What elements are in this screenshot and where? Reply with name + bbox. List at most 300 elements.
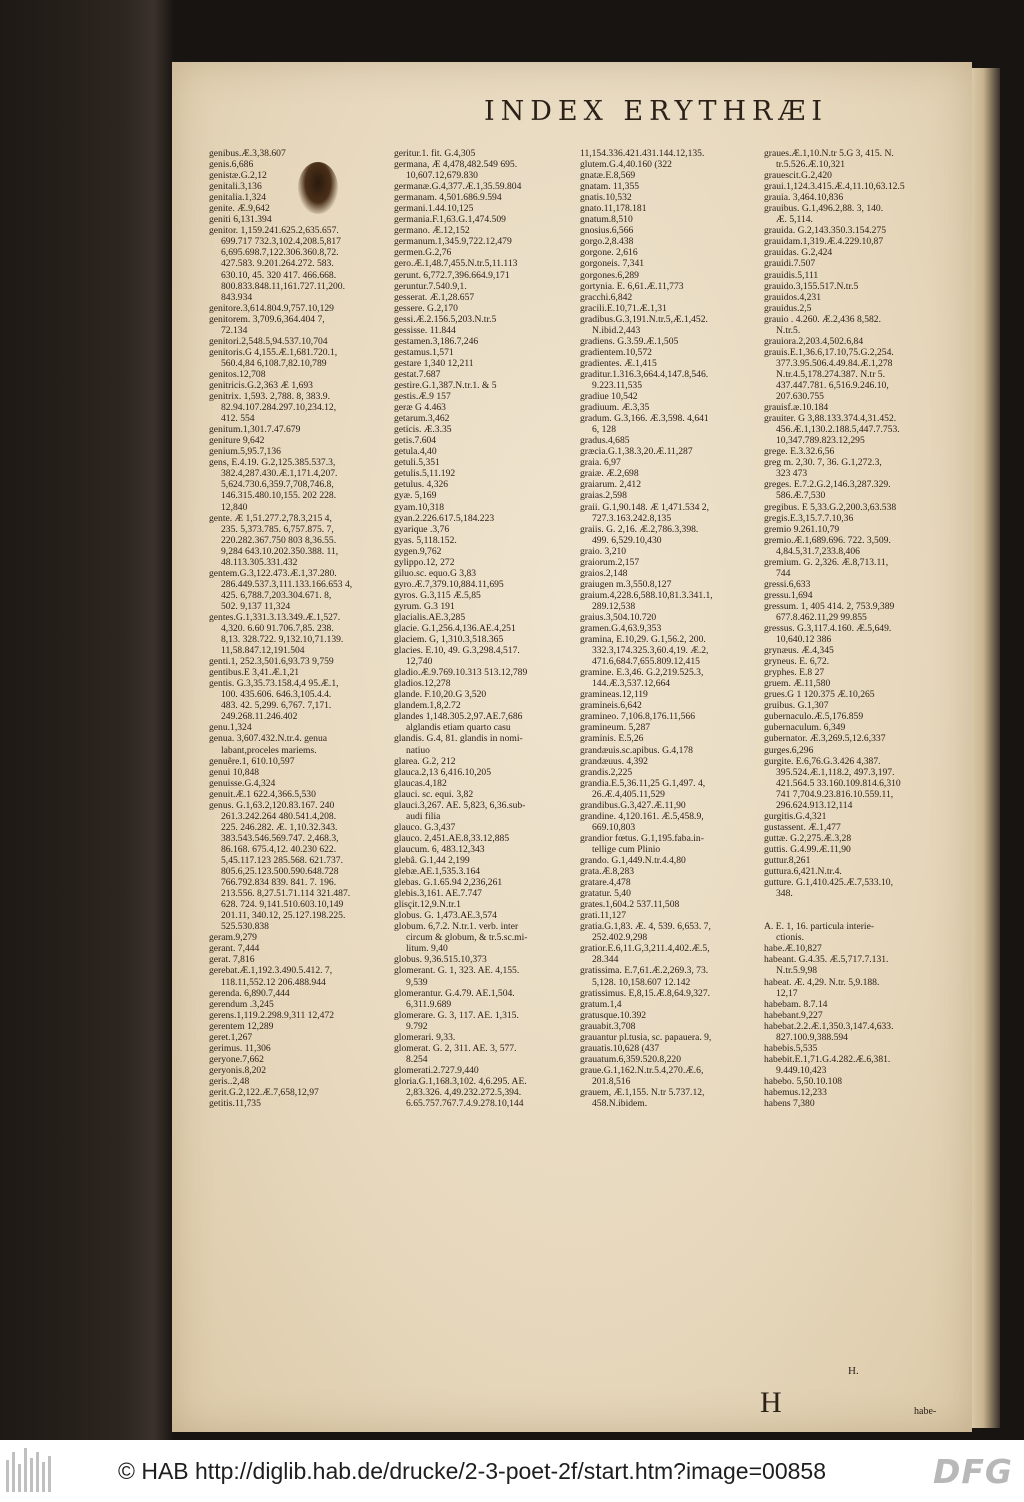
- index-entry: gorgoneis. 7,341: [580, 258, 645, 270]
- index-entry: gyam.10,318: [394, 501, 445, 513]
- index-entry: gentem.G.3,122.473.Æ.1,37.280.: [209, 567, 337, 579]
- index-column-1: [209, 148, 409, 1109]
- index-continuation: 805.6,25.123.500.590.648.728: [221, 866, 339, 878]
- index-entry: gramen.G.4,63.9,353: [580, 623, 662, 635]
- index-entry: grando. G.1,449.N.tr.4.4,80: [580, 855, 686, 866]
- index-entry: getulis.5,11.192: [394, 468, 456, 480]
- index-entry: getarum.3,462: [394, 413, 450, 425]
- index-entry: glauco. 2,451.AE.8,33.12,885: [394, 832, 510, 844]
- index-entry: glaucas.4,182: [394, 777, 447, 789]
- index-entry: geret.1,267: [209, 1031, 253, 1043]
- index-entry: grates.1,604.2 537.11,508: [580, 899, 680, 911]
- index-continuation: 6.65.757.767.7.4.9.278.10,144: [406, 1098, 524, 1110]
- index-entry: grandibus.G.3,427.Æ.11,90: [580, 799, 686, 811]
- index-continuation: 6,695.698.7,122.306.360.8,72.: [221, 247, 339, 259]
- index-entry: genibus.Æ.3,38.607: [209, 148, 286, 159]
- index-entry: gramineas.12,119: [580, 689, 648, 701]
- index-entry: glandem.1,8,2.72: [394, 700, 461, 712]
- index-entry: grauidas. G.2,424: [764, 247, 833, 259]
- index-entry: graiorum.2,157: [580, 556, 640, 568]
- index-entry: grauiora.2,203.4,502.6,84: [764, 335, 864, 347]
- index-entry: habebit.E.1,71.G.4.282.Æ.6,381.: [764, 1053, 891, 1065]
- index-continuation: 86.168. 675.4,12. 40.230 622.: [221, 843, 337, 855]
- index-entry: glutem.G.4,40.160 (322: [580, 159, 672, 171]
- index-entry: grynæus. Æ.4,345: [764, 645, 834, 657]
- index-entry: gens, E.4.19. G.2,125.385.537.3,: [209, 457, 336, 469]
- index-continuation: 744: [776, 567, 791, 579]
- index-entry: graui.1,124.3.415.Æ.4,11.10,63.12.5: [764, 181, 905, 193]
- index-continuation: 741 7,704.9.23.816.10.559.11,: [776, 788, 894, 800]
- index-entry: gremio 9.261.10,79: [764, 523, 840, 535]
- index-entry: grauido.3,155.517.N.tr.5: [764, 280, 859, 292]
- index-entry: gnatam. 11,355: [580, 181, 640, 193]
- index-entry: graminis. E.5,26: [580, 733, 644, 745]
- index-entry: genitricis.G.2,363 Æ 1,693: [209, 379, 313, 391]
- index-continuation: 669.10,803: [592, 821, 636, 833]
- index-entry: gracili.E.10,71.Æ.1,31: [580, 302, 667, 314]
- index-entry: genium.5,95.7,136: [209, 446, 281, 458]
- index-entry: gratia.G.1,83. Æ. 4, 539. 6,653. 7,: [580, 921, 711, 933]
- index-continuation: 471.6,684.7,655.809.12,415: [592, 656, 700, 668]
- index-continuation: labant,proceles mariems.: [221, 744, 317, 756]
- index-entry: greges. E.7.2.G.2,146.3,287.329.: [764, 479, 891, 491]
- index-continuation: 483. 42. 5,299. 6,767. 7,171.: [221, 700, 332, 712]
- index-entry: gestare 1,340 12,211: [394, 357, 474, 369]
- index-entry: gramine. E.3,46. G.2,219.525.3,: [580, 667, 704, 679]
- index-entry: glomerari. 9,33.: [394, 1031, 456, 1043]
- index-entry: graiarum. 2,412: [580, 479, 642, 491]
- index-entry: gracchi.6,842: [580, 291, 633, 303]
- index-continuation: N.tr.4.5,178.274.387. N.tr 5.: [776, 368, 885, 380]
- index-entry: geritur.1. fit. G.4,305: [394, 148, 476, 159]
- index-entry: guttæ. G.2,275.Æ.3,28: [764, 832, 852, 844]
- index-continuation: 323 473: [776, 468, 808, 480]
- dfg-logo: DFG: [933, 1452, 1014, 1491]
- index-entry: habemus.12,233: [764, 1086, 827, 1098]
- index-entry: germanæ.G.4,377.Æ.1,35.59.804: [394, 181, 522, 193]
- index-continuation: 10,640.12 386: [776, 634, 832, 646]
- index-entry: genitrix. 1,593. 2,788. 8, 383.9.: [209, 391, 330, 403]
- index-entry: grauidi.7.507: [764, 258, 816, 270]
- index-continuation: 412. 554: [221, 413, 255, 425]
- index-entry: genus. G.1,63.2,120.83.167. 240: [209, 799, 335, 811]
- index-entry: globum. 6,7.2. N.tr.1. verb. inter: [394, 921, 519, 933]
- index-entry: grandæuus. 4,392: [580, 755, 648, 767]
- index-entry: grauio . 4.260. Æ.2,436 8,582.: [764, 313, 881, 325]
- index-entry: habebis.5,535: [764, 1042, 818, 1054]
- index-entry: gnatæ.E.8,569: [580, 170, 636, 182]
- index-continuation: alglandis etiam quarto casu: [406, 722, 511, 734]
- index-continuation: N.ibid.2,443: [592, 324, 641, 336]
- index-entry: gestis.Æ.9 157: [394, 391, 451, 403]
- index-entry: giluo.sc. equo.G 3,83: [394, 567, 477, 579]
- index-entry: gente. Æ 1,51.277.2,78.3,215 4,: [209, 512, 332, 524]
- index-entry: grauibus. G.1,496.2,88. 3, 140.: [764, 203, 884, 215]
- index-continuation: 499. 6,529.10,430: [592, 534, 662, 546]
- index-entry: gestire.G.1,387.N.tr.1. & 5: [394, 379, 497, 391]
- index-entry: genistæ.G.2,12: [209, 170, 267, 182]
- index-continuation: 377.3.95.506.4.49.84.Æ.1,278: [776, 357, 893, 369]
- index-entry: glacies. E.10, 49. G.3,298.4,517.: [394, 645, 520, 657]
- index-entry: genui 10,848: [209, 766, 260, 778]
- index-entry: gressu.1,694: [764, 589, 813, 601]
- index-entry: graius.3,504.10.720: [580, 611, 657, 623]
- index-entry: grandine. 4,120.161. Æ.5,458.9,: [580, 810, 704, 822]
- index-entry: gerit.G.2,122.Æ.7,658,12,97: [209, 1086, 319, 1098]
- index-entry: geryonis.8,202: [209, 1064, 267, 1076]
- index-entry: grandis.2,225: [580, 766, 633, 778]
- index-entry: germano. Æ.12,152: [394, 225, 470, 237]
- index-entry: gyro.Æ.7,379.10,884.11,695: [394, 578, 504, 590]
- index-entry: gustassent. Æ.1,477: [764, 821, 841, 833]
- book-page: [172, 62, 972, 1432]
- index-continuation: 525.530.838: [221, 921, 269, 933]
- index-entry: gentis. G.3,35.73.158.4,4 95.Æ.1,: [209, 678, 339, 690]
- index-entry: grauabit.3,708: [580, 1020, 636, 1032]
- index-entry: glaciem. G, 1,310.3,518.365: [394, 634, 504, 646]
- index-entry: glebas. G.1.65.94 2,236,261: [394, 877, 503, 889]
- index-entry: gestat.7.687: [394, 368, 441, 380]
- index-continuation: 628. 724. 9,141.510.603.10,149: [221, 899, 344, 911]
- index-entry: habeant. G.4.35. Æ.5,717.7.131.: [764, 954, 889, 966]
- index-entry: gnatum.8,510: [580, 214, 633, 226]
- index-entry: gradiuum. Æ.3,35: [580, 402, 650, 414]
- index-continuation: 456.Æ.1,130.2.188.5,447.7.753.: [776, 424, 900, 436]
- index-entry: grandia.E.5,36.11,25 G.1,497. 4,: [580, 777, 706, 789]
- index-entry: graue.G.1,162.N.tr.5.4,270.Æ.6,: [580, 1064, 704, 1076]
- index-entry: graium.4,228.6,588.10,81.3.341.1,: [580, 589, 713, 601]
- index-continuation: 348.: [776, 888, 793, 900]
- index-entry: graios.2,148: [580, 567, 628, 579]
- index-continuation: 5,128. 10,158.607 12.142: [592, 976, 691, 988]
- index-entry: graio. 3,210: [580, 545, 627, 557]
- index-entry: globus. 9,36.515.10,373: [394, 954, 487, 966]
- page-title: INDEX ERYTHRÆI: [483, 96, 829, 127]
- index-entry: globus. G. 1,473.AE.3,574: [394, 910, 497, 922]
- index-continuation: 727.3.163.242.8,135: [592, 512, 672, 524]
- index-entry: genuit.Æ.1 622.4,366.5,530: [209, 788, 316, 800]
- index-entry: glebis.3,161. AE.7.747: [394, 888, 482, 900]
- index-continuation: 9,539: [406, 976, 428, 988]
- index-continuation: 207.630.755: [776, 391, 824, 403]
- index-entry: getuli.5,351: [394, 457, 440, 469]
- index-continuation: 286.449.537.3,111.133.166.653 4,: [221, 578, 353, 590]
- index-continuation: 261.3.242.264 480.541.4,208.: [221, 810, 337, 822]
- index-entry: gruibus. G.1,307: [764, 700, 829, 712]
- index-entry: graiæ. Æ.2,698: [580, 468, 639, 480]
- index-entry: glisçit.12,9.N.tr.1: [394, 899, 461, 911]
- index-continuation: 146.315.480.10,155. 202 228.: [221, 490, 337, 502]
- hab-barcode-icon: [6, 1448, 52, 1492]
- index-entry: gnato.11,178.181: [580, 203, 647, 215]
- index-entry: gerebat.Æ.1,192.3.490.5.412. 7,: [209, 965, 333, 977]
- index-continuation: 249.268.11.246.402: [221, 711, 298, 723]
- index-entry: gressum. 1, 405 414. 2, 753.9,389: [764, 600, 895, 612]
- index-continuation: litum. 9,40: [406, 943, 448, 955]
- index-continuation: 425. 6,788.7,203.304.671. 8,: [221, 589, 332, 601]
- index-entry: gerenda. 6,890.7,444: [209, 987, 290, 999]
- index-entry: gorgo.2,8.438: [580, 236, 634, 248]
- index-entry: gessi.Æ.2.156.5,203.N.tr.5: [394, 313, 497, 325]
- index-entry: glauco. G.3,437: [394, 821, 456, 833]
- index-entry: gyas. 5,118.152.: [394, 534, 457, 546]
- index-entry: glomerare. G. 3, 117. AE. 1,315.: [394, 1009, 519, 1021]
- index-entry: glandis. G.4, 81. glandis in nomi-: [394, 733, 523, 745]
- index-entry: gyarique .3,76: [394, 523, 450, 535]
- index-entry: gregibus. E 5,33.G.2,200.3,63.538: [764, 501, 897, 513]
- index-continuation: 458.N.ibidem.: [592, 1098, 648, 1110]
- index-entry: geryone.7,662: [209, 1053, 264, 1065]
- index-entry: gratum.1,4: [580, 998, 622, 1010]
- index-continuation: natiuo: [406, 744, 430, 756]
- index-entry: græcia.G.1,38.3,20.Æ.11,287: [580, 446, 693, 458]
- index-entry: gurges.6,296: [764, 744, 814, 756]
- index-entry: gortynia. E. 6,61.Æ.11,773: [580, 280, 684, 292]
- index-continuation: 382.4,287.430.Æ.1,171.4,207.: [221, 468, 338, 480]
- page-edge: [972, 68, 1000, 1428]
- index-entry: geræ G 4.463: [394, 402, 446, 414]
- index-entry: getitis.11,735: [209, 1098, 261, 1110]
- index-entry: gratior.E.6,11.G,3,211.4,402.Æ.5,: [580, 943, 710, 955]
- index-continuation: N.tr.5.9,98: [776, 965, 818, 977]
- index-continuation: 699.717 732.3,102.4,208.5,817: [221, 236, 341, 248]
- index-entry: glauca.2,13 6,416.10,205: [394, 766, 491, 778]
- index-entry: gyæ. 5,169: [394, 490, 437, 502]
- index-continuation: 11,58.847.12,191.504: [221, 645, 305, 657]
- index-continuation: 144.Æ.3,537.12,664: [592, 678, 671, 690]
- index-entry: gubernaculum. 6,349: [764, 722, 846, 734]
- index-entry: getula.4,40: [394, 446, 437, 458]
- index-entry: gyrum. G.3 191: [394, 600, 455, 612]
- index-continuation: 427.583. 9.201.264.272. 583.: [221, 258, 334, 270]
- index-continuation: 395.524.Æ.1,118.2, 497.3,197.: [776, 766, 895, 778]
- index-continuation: 6, 128: [592, 424, 616, 436]
- index-entry: gradibus.G.3,191.N.tr.5,Æ.1,452.: [580, 313, 708, 325]
- index-entry: gramina, E.10,29. G.1,56.2, 200.: [580, 634, 706, 646]
- index-entry: geticis. Æ.3.35: [394, 424, 452, 436]
- index-entry: genitali.3,136: [209, 181, 262, 193]
- index-entry: grauidos.4,231: [764, 291, 822, 303]
- index-continuation: 9.223.11,535: [592, 379, 643, 391]
- index-entry: gylippo.12, 272: [394, 556, 455, 568]
- index-entry: gubernator. Æ.3,269.5,12.6,337: [764, 733, 886, 745]
- index-entry: genuêre.1, 610.10,597: [209, 755, 295, 767]
- index-entry: genitori.2,548.5,94.537.10,704: [209, 335, 328, 347]
- index-entry: genitoris.G 4,155.Æ.1,681.720.1,: [209, 346, 338, 358]
- index-continuation: 235. 5,373.785. 6,757.875. 7,: [221, 523, 334, 535]
- index-continuation: 9.449.10,423: [776, 1064, 827, 1076]
- index-entry: grauida. G.2,143.350.3.154.275: [764, 225, 887, 237]
- index-entry: germania.F.1,63.G.1,474.509: [394, 214, 506, 226]
- index-entry: glandes 1,148.305.2,97.AE.7,686: [394, 711, 523, 723]
- index-entry: genitorem. 3,709.6,364.404 7,: [209, 313, 325, 325]
- index-entry: gradus.4,685: [580, 435, 630, 447]
- index-entry: gressus. G.3,117.4.160. Æ.5,649.: [764, 623, 892, 635]
- index-continuation: circum & globum, & tr.5.sc.mi-: [406, 932, 528, 944]
- index-entry: gerimus. 11,306: [209, 1042, 271, 1054]
- index-continuation: tr.5.526.Æ.10,321: [776, 159, 846, 171]
- index-entry: gradiue 10,542: [580, 391, 638, 403]
- index-continuation: 213.556. 8,27.51.71.114 321.487.: [221, 888, 351, 900]
- drop-cap: H: [760, 1386, 782, 1419]
- index-entry: grauescit.G.2,420: [764, 170, 832, 182]
- index-entry: gladios.12,278: [394, 678, 451, 690]
- index-continuation: 225. 246.282. Æ. 1,10.32.343.: [221, 821, 338, 833]
- index-continuation: 560.4,84 6,108.7,82.10,789: [221, 357, 327, 369]
- index-entry: getulus. 4,326: [394, 479, 449, 491]
- index-column-4: [764, 148, 960, 1109]
- index-entry: germani.1.44.10,125: [394, 203, 474, 215]
- index-entry: habeat. Æ. 4,29. N.tr. 5,9.188.: [764, 976, 880, 988]
- index-continuation: 843.934: [221, 291, 253, 303]
- index-entry: genitos.12,708: [209, 368, 266, 380]
- index-entry: gnatis.10,532: [580, 192, 632, 204]
- index-entry: glebæ.AE.1,535.3.164: [394, 866, 481, 878]
- index-entry: graues.Æ.1,10.N.tr 5.G 3, 415. N.: [764, 148, 894, 159]
- index-entry: grauis.E.1,36.6,17.10,75.G.2,254.: [764, 346, 894, 358]
- index-entry: [764, 910, 960, 921]
- index-continuation: tellige cum Plinio: [592, 843, 661, 855]
- index-entry: gentibus.E 3,41.Æ.1,21: [209, 667, 300, 679]
- index-entry: glauci. sc. equi. 3,82: [394, 788, 474, 800]
- index-entry: grauantur pl.tusia, sc. papauera. 9,: [580, 1031, 712, 1043]
- index-entry: gurgitis.G.4,321: [764, 810, 827, 822]
- index-continuation: 9,284 643.10.202.350.388. 11,: [221, 545, 339, 557]
- index-entry: gregis.E.3,15.7.7.10,36: [764, 512, 854, 524]
- index-entry: [764, 899, 960, 910]
- index-continuation: 12,17: [776, 987, 798, 999]
- index-continuation: 220.282.367.750 803 8,36.55.: [221, 534, 337, 546]
- index-entry: gratissimus. E,8,15.Æ.8,64.9,327.: [580, 987, 711, 999]
- index-entry: glande. F.10,20.G 3,520: [394, 689, 487, 701]
- index-entry: A. E. 1, 16. particula interie-: [764, 921, 875, 933]
- index-entry: germanum.1,345.9,722.12,479: [394, 236, 512, 248]
- index-entry: geris..2,48: [209, 1075, 250, 1087]
- index-entry: grati.11,127: [580, 910, 627, 922]
- index-entry: glomerantur. G.4.79. AE.1,504.: [394, 987, 515, 999]
- index-entry: gruem. Æ.11,580: [764, 678, 831, 690]
- index-entry: gratissima. E.7,61.Æ.2,269.3, 73.: [580, 965, 709, 977]
- index-continuation: 437.447.781. 6,516.9.246.10,: [776, 379, 889, 391]
- index-continuation: 800.833.848.11,161.727.11,200.: [221, 280, 346, 292]
- index-continuation: 4,320. 6.60 91.706.7,85. 238.: [221, 623, 334, 635]
- copyright-link[interactable]: © HAB http://diglib.hab.de/drucke/2-3-poet-2f/start.htm?image=00858: [118, 1458, 826, 1484]
- index-continuation: 630.10, 45. 320 417. 466.668.: [221, 269, 337, 281]
- index-continuation: 5,624.730.6,359.7,708,746.8,: [221, 479, 334, 491]
- index-entry: gnosius.6,566: [580, 225, 634, 237]
- index-continuation: 10,347.789.823.12,295: [776, 435, 865, 447]
- index-continuation: 26.Æ.4,405.11,529: [592, 788, 665, 800]
- index-entry: geniture 9,642: [209, 435, 265, 447]
- index-entry: habens 7,380: [764, 1098, 815, 1110]
- index-entry: gyan.2.226.617.5,184.223: [394, 512, 495, 524]
- index-entry: habebant.9,227: [764, 1009, 823, 1021]
- index-entry: gradientes. Æ.1,415: [580, 357, 657, 369]
- index-entry: gessisse. 11.844: [394, 324, 456, 336]
- index-continuation: 5,45.117.123 285.568. 621.737.: [221, 855, 343, 866]
- index-entry: grata.Æ.8,283: [580, 866, 635, 878]
- index-entry: habe.Æ.10,827: [764, 943, 822, 955]
- index-entry: gloria.G.1,168.3,102. 4,6.295. AE.: [394, 1075, 527, 1087]
- index-entry: genitalia.1,324: [209, 192, 267, 204]
- index-continuation: 201.11, 340.12, 25.127.198.225.: [221, 910, 346, 922]
- index-entry: genitor. 1,159.241.625.2,635.657.: [209, 225, 339, 237]
- index-continuation: 6,311.9.689: [406, 998, 452, 1010]
- index-entry: glebâ. G.1,44 2,199: [394, 855, 470, 866]
- index-entry: gradiens. G.3.59.Æ.1,505: [580, 335, 679, 347]
- index-entry: gestamen.3,186.7,246: [394, 335, 479, 347]
- index-continuation: Æ. 5,114.: [776, 214, 813, 226]
- index-entry: grauidis.5,111: [764, 269, 819, 281]
- index-entry: geniti 6,131.394: [209, 214, 272, 226]
- index-entry: gorgones.6,289: [580, 269, 639, 281]
- index-continuation: 332.3,174.325.3,60.4,19. Æ.2,: [592, 645, 709, 657]
- index-entry: gladio.Æ.9.769.10.313 513.12,789: [394, 667, 528, 679]
- index-continuation: 383.543.546.569.747. 2,468.3,: [221, 832, 339, 844]
- index-entry: geram.9,279: [209, 932, 257, 944]
- index-entry: guttura.6,421.N.tr.4.: [764, 866, 842, 878]
- index-continuation: 586.Æ.7,530: [776, 490, 826, 502]
- index-entry: habebo. 5,50.10.108: [764, 1075, 843, 1087]
- section-letter: H.: [848, 1365, 859, 1377]
- index-entry: gremium. G. 2,326. Æ.8,713.11,: [764, 556, 889, 568]
- index-entry: graiis. G. 2,16. Æ.2,786.3,398.: [580, 523, 699, 535]
- index-entry: gero.Æ.1,48.7,455.N.tr.5,11.113: [394, 258, 518, 270]
- index-entry: glomerati.2.727.9,440: [394, 1064, 479, 1076]
- index-continuation: 8.254: [406, 1053, 428, 1065]
- index-entry: grauidam.1,319.Æ.4.229.10,87: [764, 236, 884, 248]
- index-continuation: 421.564.5 33.160.109.814.6,310: [776, 777, 901, 789]
- index-entry: gradum. G.3,166. Æ.3,598. 4,641: [580, 413, 709, 425]
- index-continuation: 677.8.462.11,29 99.855: [776, 611, 867, 623]
- index-continuation: 118.11,552.12 206.488.944: [221, 976, 326, 988]
- index-entry: genitore.3,614.804.9,757.10,129: [209, 302, 334, 314]
- index-entry: grauia. 3,464.10,836: [764, 192, 844, 204]
- index-entry: gramineo. 7,106.8,176.11,566: [580, 711, 696, 723]
- index-entry: graditur.1.316.3,664.4,147.8,546.: [580, 368, 709, 380]
- index-continuation: 289.12,538: [592, 600, 636, 612]
- index-entry: guttis. G.4.99.Æ.11,90: [764, 843, 851, 855]
- index-entry: grauidus.2,5: [764, 302, 812, 314]
- index-entry: greg m. 2,30. 7, 36. G.1,272.3,: [764, 457, 882, 469]
- index-entry: gratare.4,478: [580, 877, 631, 889]
- footer-bar: [0, 1440, 1024, 1502]
- index-entry: grauem, Æ.1,155. N.tr 5.737.12,: [580, 1086, 705, 1098]
- index-entry: gurgite. E.6,76.G.3.426 4,387.: [764, 755, 881, 767]
- index-entry: habebam. 8.7.14: [764, 998, 828, 1010]
- index-entry: glauci.3,267. AE. 5,823, 6,36.sub-: [394, 799, 526, 811]
- index-entry: genitum.1,301.7.47.679: [209, 424, 301, 436]
- index-entry: gutture. G.1,410.425.Æ.7,533.10,: [764, 877, 893, 889]
- index-entry: grege. E.3.32.6,56: [764, 446, 835, 458]
- index-continuation: 252.402.9,298: [592, 932, 648, 944]
- index-entry: grauiter. G 3,88.133.374.4,31.452.: [764, 413, 897, 425]
- index-entry: germana, Æ 4,478,482.549 695.: [394, 159, 518, 171]
- index-entry: gerunt. 6,772.7,396.664.9,171: [394, 269, 510, 281]
- index-entry: geruntur.7.540.9,1.: [394, 280, 467, 292]
- index-continuation: 12,740: [406, 656, 433, 668]
- index-entry: glaucum. 6, 483.12,343: [394, 843, 485, 855]
- index-entry: germanam. 4,501.686.9.594: [394, 192, 502, 204]
- index-entry: graii. G.1,90.148. Æ 1,471.534 2,: [580, 501, 709, 513]
- index-entry: gubernaculo.Æ.5,176.859: [764, 711, 864, 723]
- index-entry: gramineis.6,642: [580, 700, 642, 712]
- index-entry: gratatur. 5,40: [580, 888, 631, 900]
- index-entry: gerendum .3,245: [209, 998, 274, 1010]
- index-entry: habebat.2.2.Æ.1,350.3,147.4,633.: [764, 1020, 894, 1032]
- index-continuation: N.tr.5.: [776, 324, 801, 336]
- index-entry: gerat. 7,816: [209, 954, 255, 966]
